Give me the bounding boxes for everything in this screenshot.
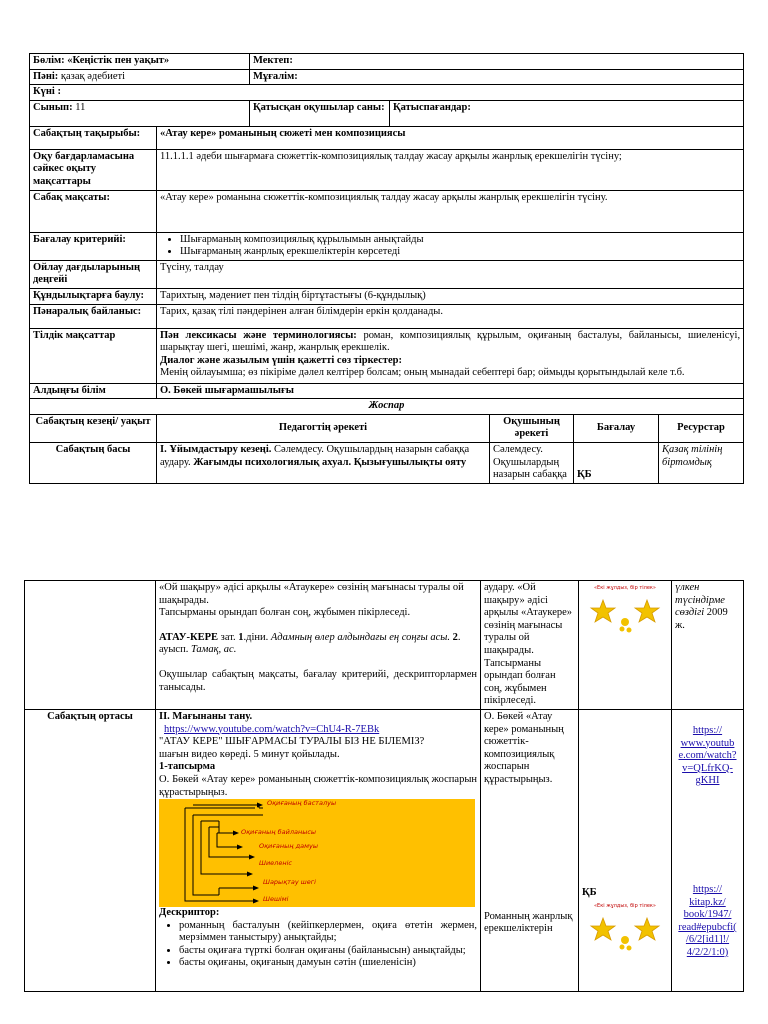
thinking-value: Түсіну, талдау xyxy=(157,260,744,288)
p2-t3e: Адамның өлер алдындағы ең соңғы асы. xyxy=(270,631,451,643)
p2-t3d: .діни. xyxy=(243,631,271,643)
section-value: «Кеңістік пен уақыт» xyxy=(67,55,170,66)
lang-dialog-value: Менің ойлауымша; өз пікіріме дәлел келтірер болсам; оның мынадай себептері бар; оймыды қорытындылай келе т.б. xyxy=(160,367,685,379)
grade-label: Сынып: xyxy=(33,101,73,113)
start-label: Сабақтың басы xyxy=(30,442,157,483)
scheme-label: Оқиғаның байланысы xyxy=(241,828,317,837)
descriptor-item: • басты оқиғаға түрткі болған оқиғаны (байланысын) анықтайды; xyxy=(179,945,477,958)
criteria-label: Бағалау критерийі: xyxy=(30,232,157,260)
start-t1: І. Ұйымдастыру кезеңі. xyxy=(160,443,272,455)
p2-t3c: 1 xyxy=(238,631,244,643)
topic-label: Сабақтың тақырыбы: xyxy=(30,126,157,149)
p2-t2: Тапсырманы орындап болған соң, жұбымен пікірлеседі. xyxy=(159,607,411,619)
thinking-label: Ойлау дағдыларының деңгейі xyxy=(30,260,157,288)
plan-title: Жоспар xyxy=(30,399,744,415)
col-res: Ресурстар xyxy=(659,414,744,442)
col-assess: Бағалау xyxy=(574,414,659,442)
criteria-item: • Шығарманың жанрлық ерекшеліктерін көрсетеді xyxy=(180,246,740,259)
start-t3: Жағымды психологиялық ахуал. Қызығушылықты ояту xyxy=(193,456,467,468)
two-stars-wish-image xyxy=(589,900,661,958)
start-res: Қазақ тілінің біртомдық xyxy=(659,442,744,483)
descriptor-list xyxy=(159,920,477,970)
scheme-label: Шешімі xyxy=(263,895,289,904)
scheme-label: Шиеленіс xyxy=(259,859,292,868)
prior-value: О. Бөкей шығармашылығы xyxy=(157,383,744,399)
descriptor-item: • романның басталуын (кейіпкерлермен, оқиға өтетін жермен, мерзіммен таныстыру) анықтайды; xyxy=(179,920,477,945)
section-label: Бөлім: xyxy=(33,55,65,66)
p2-assess-1 xyxy=(579,581,672,710)
resource-link-kitap[interactable]: https:// kitap.kz/ book/1947/ read#epubcfi( /6/2[id1]!/ 4/2/2/1:0) xyxy=(678,883,737,958)
present-cell xyxy=(250,100,390,126)
col-stage: Сабақтың кезеңі/ уақыт xyxy=(30,414,157,442)
program-value: 11.1.1.1 әдеби шығармаға сюжеттік-композициялық талдау жасау арқылы жанрлық ерекшелігін түсіну; xyxy=(157,149,744,190)
m-task-text: О. Бөкей «Атау кере» романының сюжеттік-композициялық жоспарын құрастырыңыз. xyxy=(159,773,477,798)
p2-t4: Оқушылар сабақтың мақсаты, бағалау критерийі, дескрипторлармен танысады. xyxy=(159,668,477,693)
p2-res-1 xyxy=(672,581,744,710)
goal-value: «Атау кере» романына сюжеттік-композициялық талдау жасау арқылы жанрлық ерекшелігін түсіну. xyxy=(157,190,744,232)
start-assess: ҚБ xyxy=(574,442,659,483)
p2-student-1: аудару. «Ой шақыру» әдісі арқылы «Атаукере» сөзінің мағынасы туралы ой шақырады. Тапсырманы орындап болған соң, жұбымен пікірлеседі. xyxy=(481,581,579,710)
lang-lex-label: Пән лексикасы және терминологиясы: xyxy=(160,329,357,341)
plot-scheme-diagram xyxy=(159,799,475,907)
absent-label: Қатыспағандар: xyxy=(393,101,471,113)
m-assess: ҚБ xyxy=(582,886,597,898)
lesson-plan-page2-table xyxy=(24,580,744,992)
mid-assess xyxy=(579,709,672,991)
descriptor-item: • басты оқиғаны, оқиғаның дамуын сәтін (шиеленісін) xyxy=(179,957,477,970)
p2-t3h: Тамақ, ас. xyxy=(190,644,237,656)
resource-link-youtube[interactable]: https:// www.youtub e.com/watch? v=QLfrKQ-gKHI xyxy=(678,724,737,787)
scheme-label: Оқиғаның басталуы xyxy=(267,799,337,808)
school-label: Мектеп: xyxy=(253,55,293,66)
values-label: Құндылықтарға баулу: xyxy=(30,288,157,304)
p2-r1b: 2009 ж. xyxy=(675,607,728,631)
p2-t3a: АТАУ-КЕРЕ xyxy=(159,631,219,643)
criteria-value xyxy=(157,232,744,260)
goal-label: Сабақ мақсаты: xyxy=(30,190,157,232)
lang-lex-value: роман, композициялық құрылым, оқиғаның басталуы, байланысы, шиеленісуі, шарықтау шегі, шешімі, жанр, жанрлық ерекшелік. xyxy=(160,329,741,354)
day-label: Күні : xyxy=(33,86,61,98)
p2-t3g: . ауысп. xyxy=(159,631,461,656)
grade-cell xyxy=(30,100,250,126)
lang-label: Тілдік мақсаттар xyxy=(30,328,157,383)
p2-t3b: зат. xyxy=(218,631,239,643)
stars-icon xyxy=(589,900,661,958)
present-label: Қатысқан оқушылар саны: xyxy=(253,101,385,113)
mid-student xyxy=(481,709,579,991)
subject-cell xyxy=(30,69,250,85)
inter-value: Тарих, қазақ тілі пәндерінен алған білімдерін еркін қолданады. xyxy=(157,304,744,328)
day-cell xyxy=(30,85,744,101)
p2-t3f: 2 xyxy=(450,631,458,643)
video-link[interactable]: https://www.youtube.com/watch?v=ChU4-R-7EBk xyxy=(164,723,380,735)
p2-t1: «Ой шақыру» әдісі арқылы «Атаукере» сөзінің мағынасы туралы ой шақырады. xyxy=(159,582,464,606)
mid-label: Сабақтың ортасы xyxy=(25,709,156,991)
col-teacher: Педагогтің әрекеті xyxy=(157,414,490,442)
lesson-plan-header-table xyxy=(29,53,744,484)
teacher-label: Мұғалім: xyxy=(253,70,298,82)
values-value: Тарихтың, мәдениет пен тілдің біртұтастығы (6-құндылық) xyxy=(157,288,744,304)
start-student: Сәлемдесу. Оқушылардың назарын сабаққа xyxy=(490,442,574,483)
school-cell xyxy=(250,54,744,70)
lang-dialog-label: Диалог және жазылым үшін қажетті сөз тіркестер: xyxy=(160,354,402,366)
m-task: 1-тапсырма xyxy=(159,761,216,773)
program-label: Оқу бағдарламасына сәйкес оқыту мақсаттары xyxy=(30,149,157,190)
mid-teacher xyxy=(156,709,481,991)
m-student1: О. Бөкей «Атау кере» романының сюжеттік-композициялық жоспарын құрастырыңыз. xyxy=(484,710,564,785)
lang-value xyxy=(157,328,744,383)
m-desc-label: Дескриптор: xyxy=(159,907,220,919)
col-student: Оқушының әрекеті xyxy=(490,414,574,442)
inter-label: Пәнаралық байланыс: xyxy=(30,304,157,328)
page2-teacher-cont xyxy=(156,581,481,710)
section-cell xyxy=(30,54,250,70)
criteria-list xyxy=(160,234,740,259)
star-caption: «Екі жұлдыз, бір тілек» xyxy=(593,902,657,909)
criteria-item: • Шығарманың композициялық құрылымын анықтайды xyxy=(180,234,740,247)
m-student2: Романның жанрлық ерекшеліктерін xyxy=(484,910,573,935)
topic-value: «Атау кере» романының сюжеті мен композициясы xyxy=(157,126,744,149)
prior-label: Алдыңғы білім xyxy=(30,383,157,399)
mid-res xyxy=(672,709,744,991)
start-teacher xyxy=(157,442,490,483)
absent-cell xyxy=(390,100,744,126)
m-video-desc: шағын видео көреді. 5 минут қойылады. xyxy=(159,748,340,760)
scheme-label: Оқиғаның дамуы xyxy=(259,842,318,851)
star-caption: «Екі жұлдыз, бір тілек» xyxy=(593,585,657,591)
page2-stage-empty xyxy=(25,581,156,710)
teacher-cell xyxy=(250,69,744,85)
p2-r1a: үлкен түсіндірме сөздігі xyxy=(675,582,725,619)
scheme-label: Шарықтау шегі xyxy=(263,878,316,887)
subject-value: қазақ әдебиеті xyxy=(60,70,126,82)
m-title: ІІ. Мағынаны тану. xyxy=(159,710,253,722)
stars-icon xyxy=(589,582,661,640)
start-t2: Сәлемдесу. Оқушылардың назарын сабаққа аудару. xyxy=(160,443,470,468)
two-stars-wish-image xyxy=(589,582,661,640)
grade-value: 11 xyxy=(75,101,86,113)
subject-label: Пәні: xyxy=(33,70,59,82)
m-video-title: "АТАУ КЕРЕ" ШЫҒАРМАСЫ ТУРАЛЫ БІЗ НЕ БІЛЕМІЗ? xyxy=(159,736,425,748)
